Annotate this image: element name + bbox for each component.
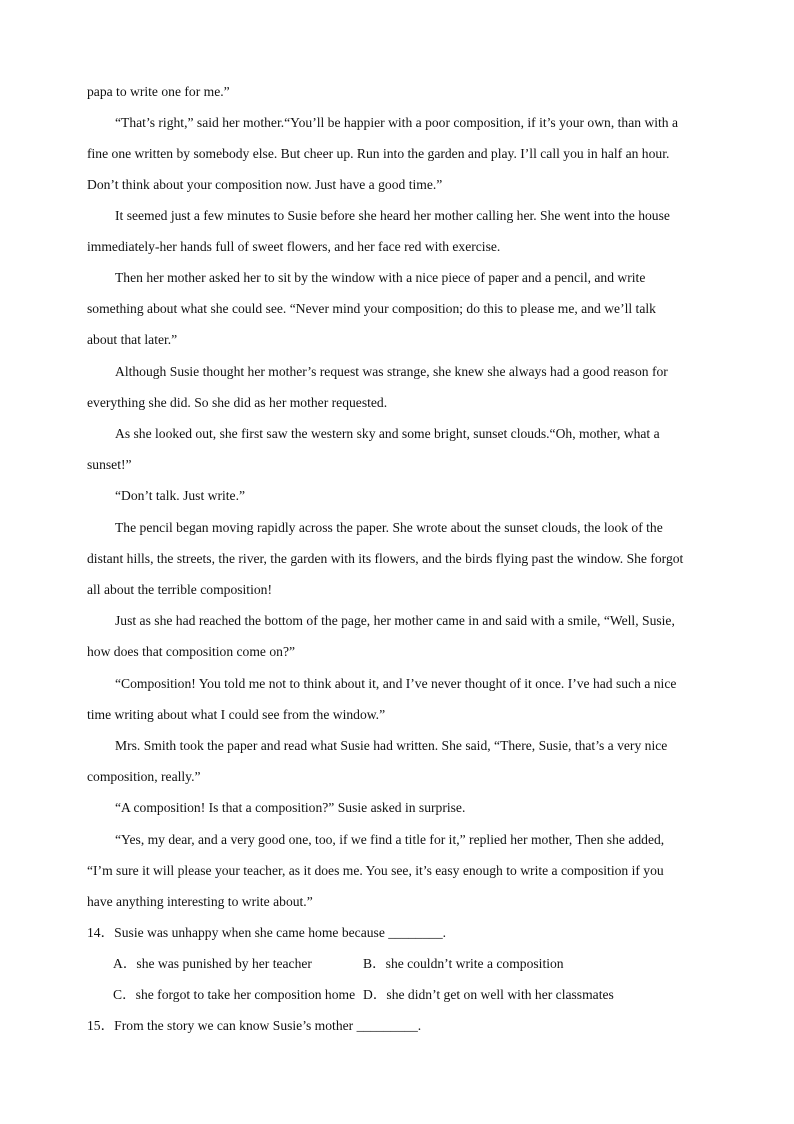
passage-line: “Don’t talk. Just write.” (115, 488, 245, 503)
passage-line: “Composition! You told me not to think about it, and I’ve never thought of it once. I’ve had such a nice (115, 676, 677, 691)
passage-line: “I’m sure it will please your teacher, as it does me. You see, it’s easy enough to write a composition if you (87, 863, 664, 878)
passage-line: distant hills, the streets, the river, the garden with its flowers, and the birds flying past the window. She forgot (87, 551, 684, 566)
passage-line: Don’t think about your composition now. Just have a good time.” (87, 177, 443, 192)
passage-line: composition, really.” (87, 769, 201, 784)
passage-line: how does that composition come on?” (87, 644, 296, 659)
passage-line: everything she did. So she did as her mother requested. (87, 395, 388, 410)
passage-line: Although Susie thought her mother’s request was strange, she knew she always had a good reason for (115, 364, 668, 379)
passage-line: “That’s right,” said her mother.“You’ll be happier with a poor composition, if it’s your own, than with a (115, 115, 679, 130)
question-14-option-d: D．she didn’t get on well with her classmates (363, 987, 614, 1002)
passage-line: Just as she had reached the bottom of the page, her mother came in and said with a smile, “Well, Susie, (115, 613, 675, 628)
passage-line: sunset!” (87, 457, 132, 472)
question-15-stem: 15．From the story we can know Susie’s mother _________. (87, 1018, 422, 1033)
question-14-option-c: C．she forgot to take her composition home (113, 987, 356, 1002)
question-14-stem: 14．Susie was unhappy when she came home because ________. (87, 925, 447, 940)
passage-line: papa to write one for me.” (87, 84, 230, 99)
passage-line: As she looked out, she first saw the western sky and some bright, sunset clouds.“Oh, mother, what a (115, 426, 660, 441)
passage-line: have anything interesting to write about.” (87, 894, 313, 909)
passage-line: “A composition! Is that a composition?” Susie asked in surprise. (115, 800, 466, 815)
passage-line: The pencil began moving rapidly across the paper. She wrote about the sunset clouds, the look of the (115, 520, 663, 535)
passage-line: Mrs. Smith took the paper and read what Susie had written. She said, “There, Susie, that’s a very nice (115, 738, 668, 753)
passage-line: “Yes, my dear, and a very good one, too, if we find a title for it,” replied her mother, Then she added, (115, 832, 665, 847)
passage-line: Then her mother asked her to sit by the window with a nice piece of paper and a pencil, and write (115, 270, 646, 285)
passage-line: all about the terrible composition! (87, 582, 272, 597)
question-14-option-b: B．she couldn’t write a composition (363, 956, 564, 971)
passage-line: time writing about what I could see from the window.” (87, 707, 386, 722)
question-14-option-a: A．she was punished by her teacher (113, 956, 312, 971)
passage-line: something about what she could see. “Never mind your composition; do this to please me, and we’ll talk (87, 301, 656, 316)
passage-line: fine one written by somebody else. But cheer up. Run into the garden and play. I’ll call you in half an hour. (87, 146, 670, 161)
passage-line: It seemed just a few minutes to Susie before she heard her mother calling her. She went into the house (115, 208, 670, 223)
passage-line: immediately-her hands full of sweet flowers, and her face red with exercise. (87, 239, 501, 254)
passage-line: about that later.” (87, 332, 178, 347)
